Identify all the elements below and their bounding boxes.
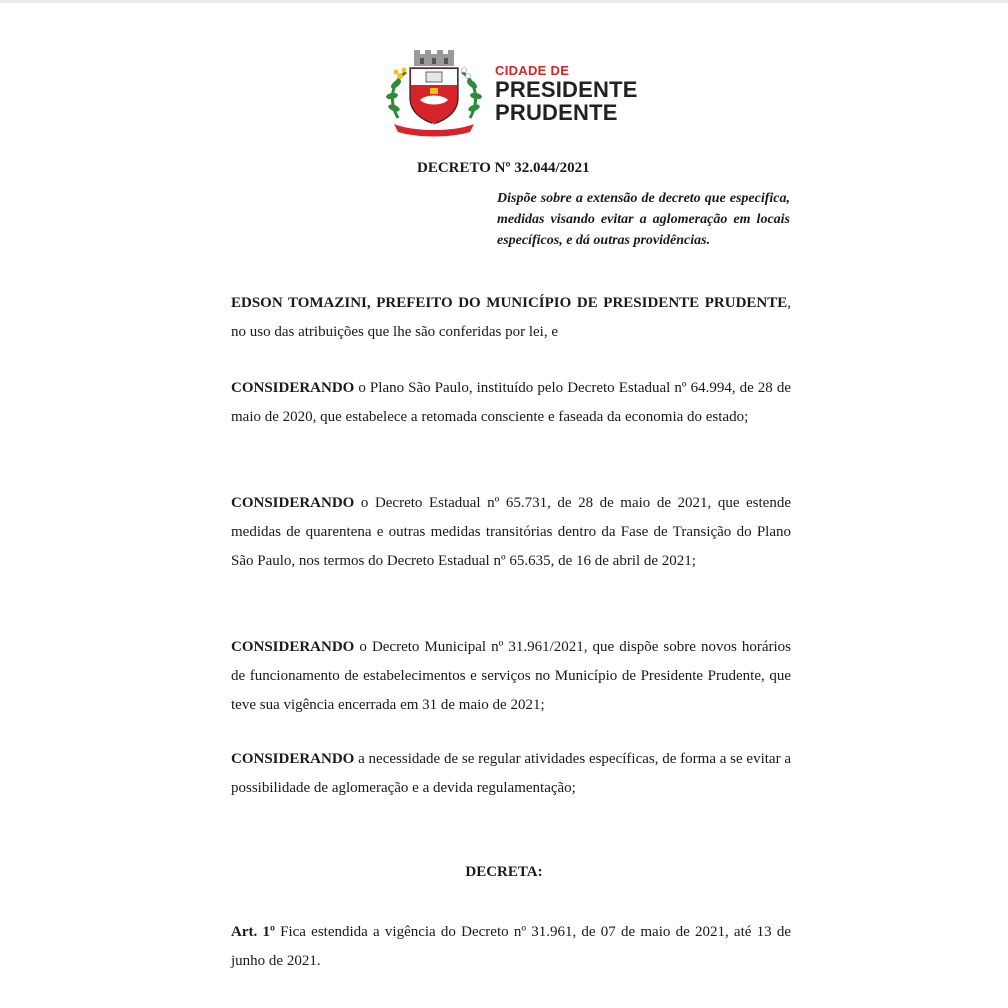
considerando-paragraph-2 bbox=[231, 489, 791, 576]
decree-title: DECRETO Nº 32.044/2021 bbox=[417, 160, 590, 176]
mayor-name: EDSON TOMAZINI, PREFEITO DO MUNICÍPIO DE PRESIDENTE PRUDENTE bbox=[231, 295, 788, 311]
considerando-label: CONSIDERANDO bbox=[231, 380, 355, 396]
considerando-label: CONSIDERANDO bbox=[231, 751, 355, 767]
intro-paragraph bbox=[231, 289, 791, 347]
intro-text: , no uso das atribuições que lhe são conferidas por lei, e bbox=[231, 295, 791, 340]
article-label: Art. 1º bbox=[231, 924, 275, 940]
article-text: Fica estendida a vigência do Decreto nº 31.961, de 07 de maio de 2021, até 13 de junho de 2021. bbox=[231, 924, 791, 969]
crest-motto: PRESIDENTE PRUDENTE bbox=[398, 122, 454, 127]
considerando-text: a necessidade de se regular atividades específicas, de forma a se evitar a possibilidade de aglomeração e a devida regulamentação; bbox=[231, 751, 791, 796]
considerando-paragraph-4 bbox=[231, 745, 791, 803]
considerando-paragraph-3 bbox=[231, 633, 791, 720]
article-1 bbox=[231, 918, 791, 976]
logo-line-1: CIDADE DE bbox=[495, 63, 570, 78]
considerando-paragraph-1 bbox=[231, 374, 791, 432]
considerando-text: o Decreto Municipal nº 31.961/2021, que dispõe sobre novos horários de funcionamento de estabelecimentos e serviços no Município de Presidente Prudente, que teve sua vigência encerrada em 31 de maio de 2021; bbox=[231, 639, 791, 713]
considerando-text: o Decreto Estadual nº 65.731, de 28 de maio de 2021, que estende medidas de quarentena e outras medidas transitórias dentro da Fase de Transição do Plano São Paulo, nos termos do Decreto Estadual nº 65.635, de 16 de abril de 2021; bbox=[231, 495, 791, 569]
decreta-heading: DECRETA: bbox=[465, 864, 543, 880]
decree-summary: Dispõe sobre a extensão de decreto que especifica, medidas visando evitar a aglomeração em locais específicos, e dá outras providências. bbox=[497, 191, 790, 248]
considerando-label: CONSIDERANDO bbox=[231, 639, 355, 655]
considerando-label: CONSIDERANDO bbox=[231, 495, 355, 511]
considerando-text: o Plano São Paulo, instituído pelo Decreto Estadual nº 64.994, de 28 de maio de 2020, que estabelece a retomada consciente e faseada da economia do estado; bbox=[231, 380, 791, 425]
page-top-border bbox=[0, 0, 1008, 3]
logo-wordmark bbox=[495, 64, 638, 124]
logo-line-2: PRESIDENTE bbox=[495, 77, 638, 102]
logo-line-3: PRUDENTE bbox=[495, 100, 618, 125]
city-logo bbox=[384, 50, 644, 138]
